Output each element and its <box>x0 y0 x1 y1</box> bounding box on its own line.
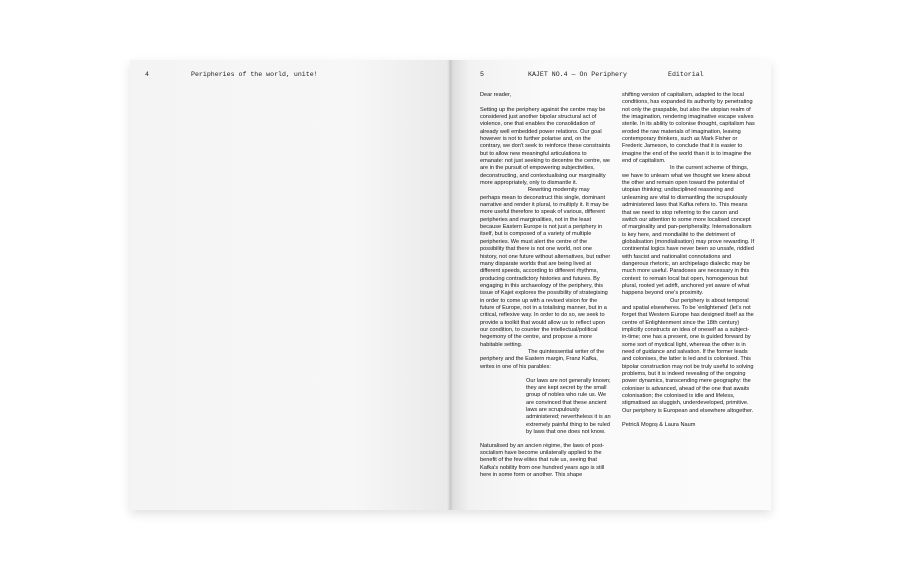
section-label: Editorial <box>668 71 704 78</box>
right-page <box>450 60 771 510</box>
text-column-2 <box>622 92 755 430</box>
running-head-left: Peripheries of the world, unite! <box>191 71 318 78</box>
page-number-right: 5 <box>480 71 484 78</box>
paragraph: The quintessential writer of the periphery and the Eastern margin, Franz Kafka, writes in one of his parables: <box>480 348 605 370</box>
paragraph: Naturalised by an ancien régime, the laws of post-socialism have become unilaterally applied to the benefit of the few elites that rule us, seeing that Kafka's nobility from one hundred years ago is still here in some form or another. This shape <box>480 442 605 479</box>
paragraph: In the current scheme of things, we have to unlearn what we thought we knew about the other and remain open toward the potential of utopian thinking; undisciplined reasoning and unlearning are vital to dismantling the scrupulously administered laws that Kafka refers to. This means that we need to stop referring to the canon and switch our attention to some more localised concept of marginality and pan-peripherality. Internationalism is key here, and mondialité to the detriment of globalisation (mondialisation) may prove rewarding. If continental logics have never been so unsafe, riddled with fascist and nationalist connotations and dangerous rhetoric, an archipelago dialectic may be much more useful. Paradoxes are necessary in this context: to remain local but open, homogenous but plural, rooted yet adrift, anchored yet aware of what happens beyond one's proximity. <box>622 165 755 297</box>
paragraph: Rewriting modernity may perhaps mean to deconstruct this single, dominant narrative and render it plural, to multiply it. It may be more useful therefore to speak of various, different peripheries and marginalities, not in the least because Eastern Europe is not just a periphery in itself, but is composed of a variety of multiple peripheries. We must alert the centre of the possibility that there is not one world, not one history, not one future without alternatives, but rather many disparate worlds that are being lived at different speeds, according to different rhythms, producing contradictory histories and futures. By engaging in this archaeology of the periphery, this issue of Kajet explores the possibility of strategising in order to come up with a revised vision for the future of Europe, not in a totalising manner, but in a critical, reflexive way. In order to do so, we seek to provide a toolkit that would allow us to reflect upon our condition, to counter the intellectual/political hegemony of the centre, and propose a more habitable setting. <box>480 187 611 348</box>
kafka-quote: Our laws are not generally known; they are kept secret by the small group of nobles who rule us. We are convinced that these ancient laws are scrupulously administered; nevertheless it is an extremely painful thing to be ruled by laws that one does not know. <box>526 377 611 435</box>
paragraph: Our periphery is about temporal and spatial elsewheres. To be 'enlightened' (let's not forget that Western Europe has designed itself as the centre of Enlightenment since the 18th century) implicitly constructs an idea of oneself as a subject-in-time; one has a present, one is guided forward by some sort of mystical light, whereas the other is in need of guidance and salvation. If the former leads and colonises, the latter is led and is colonised. This bipolar construction may not be truly useful to solving problems, but it is indeed revealing of the ongoing power dynamics, transcending mere geography: the coloniser is advanced, ahead of the one that awaits colonisation; the colonised is idle and lifeless, stigmatised as sluggish, underdeveloped, primitive. Our periphery is European and elsewhere altogether. <box>622 297 754 414</box>
left-page <box>130 60 450 510</box>
salutation: Dear reader, <box>480 92 512 98</box>
paragraph: Setting up the periphery against the centre may be considered just another bipolar structural act of violence, one that enables the consolidation of already well embedded power relations. Our goal however is not to further polarise and, on the contrary, we don't seek to reinforce these constraints but to allow new meaningful articulations to emanate: not just seeking to decentre the centre, we are in the pursuit of empowering subjectivities, deconstructing, and contextualising our marginality more appropriately, only to dismantle it. <box>480 106 611 187</box>
signature: Petrică Mogoș & Laura Naum <box>622 422 696 429</box>
paragraph: shifting version of capitalism, adapted to the local conditions, has expanded its authority by penetrating not only the graspable, but also the utopian realm of the imagination, rendering imaginative escape valves sterile. In its ability to colonise thought, capitalism has eroded the raw materials of imagination, leaving contemporary thinkers, such as Mark Fisher or Frederic Jameson, to conclude that it is easier to imagine the end of the world than it is to imagine the end of capitalism. <box>622 92 755 165</box>
running-head-right: KAJET NO.4 — On Periphery <box>528 71 627 78</box>
book-gutter <box>447 60 453 510</box>
magazine-spread <box>130 60 771 510</box>
text-column-1 <box>480 92 611 479</box>
page-number-left: 4 <box>145 71 149 78</box>
